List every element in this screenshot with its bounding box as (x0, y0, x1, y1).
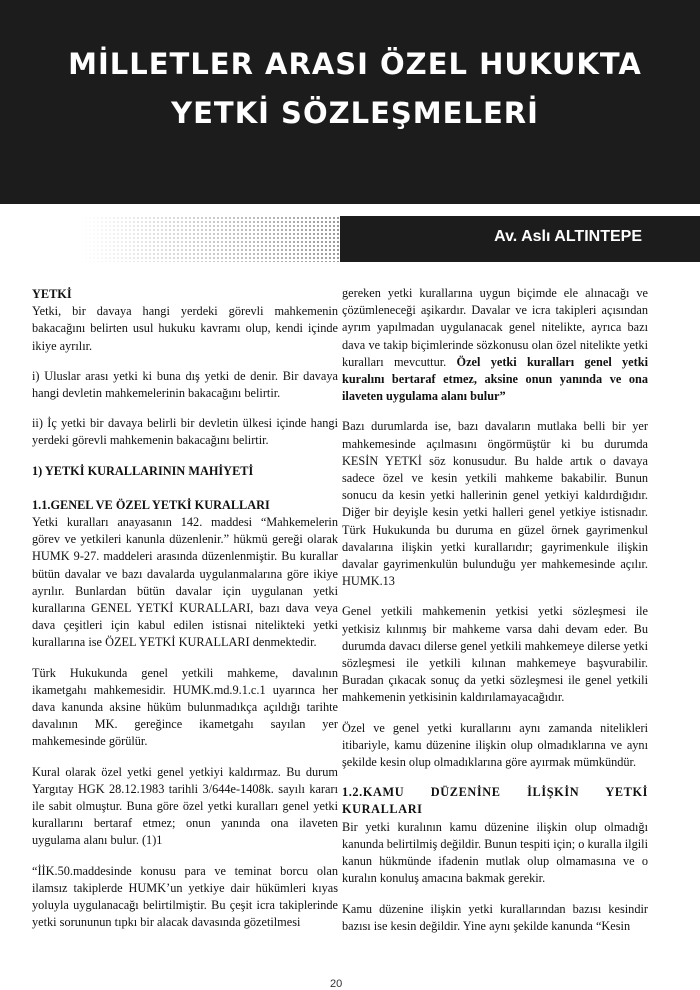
author-bar (0, 216, 700, 262)
title-banner (0, 0, 700, 204)
paragraph: ii) İç yetki bir davaya belirli bir devletin ülkesi içinde hangi yerdeki görevli mahkemenin bakacağını belirtir. (32, 416, 338, 448)
paragraph: “İİK.50.maddesinde konusu para ve teminat borcu olan ilamsız takiplerde HUMK’un yetkiye dair hükümleri kıyas yoluyla uygulanacağı belirtilmiştir. Bu çeşit icra takiplerinde yetki sorununun tıpkı bir alacak davasında gözetilmesi (32, 863, 338, 930)
paragraph: Yetki kuralları anayasanın 142. maddesi “Mahkemelerin görev ve yetkileri kanunla düzenlenir.” hükmü gereği olarak HUMK 9-27. maddeleri arasında düzenlenmiştir. Bu kurallar bütün davalar ve bazı davalarda uygulanmalarına göre ikiye ayrılır. Bunlardan bütün davalar için uygulanan yetki kurallarına GENEL YETKİ KURALLARI, bazı dava veya dava çeşitleri için kabul edilen istisnai nitelikteki yetki kurallarına ise ÖZEL YETKİ KURALLARI denmektedir. (32, 515, 338, 650)
halftone-decoration (80, 216, 340, 262)
title-line-1: MİLLETLER ARASI ÖZEL HUKUKTA (68, 47, 642, 81)
paragraph: Özel ve genel yetki kurallarını aynı zamanda nitelikleri itibariyle, kamu düzenine ilişkin olup olmadıklarına ve aynı şekilde kesin olup olmadıklarına göre ayırmak mümkündür. (342, 720, 648, 770)
paragraph: Genel yetkili mahkemenin yetkisi yetki sözleşmesi ile yetkisiz kılınmış bir mahkeme varsa dahi devam eder. Bu durumda davacı dilerse genel yetkili mahkemeye dilerse yetki sözleşmesi ile yetkili kılınan mahkemeye başvurabilir. Buradan çıkacak sonuç da yetki sözleşmesi ile genel yetkili mahkemenin yetkisinin kaldırılamayacağıdır. (342, 604, 648, 705)
heading-yetki: YETKİ (32, 287, 72, 301)
title-line-2: YETKİ SÖZLEŞMELERİ (171, 96, 539, 130)
page-number: 20 (330, 978, 343, 990)
subsection-heading: 1.1.GENEL VE ÖZEL YETKİ KURALLARI (32, 497, 270, 512)
section-heading: 1) YETKİ KURALLARININ MAHİYETİ (32, 463, 254, 478)
paragraph: Kamu düzenine ilişkin yetki kurallarından bazısı kesindir bazısı ise kesin değildir. Yine aynı şekilde kanunda “Kesin (342, 901, 648, 933)
paragraph (342, 285, 648, 405)
left-column (32, 286, 338, 945)
paragraph: Türk Hukukunda genel yetkili mahkeme, davalının ikametgahı mahkemesidir. HUMK.md.9.1.c.1 uyarınca her dava kanunda aksine hüküm bulunmadıkça açıldığı tarihte davalının MK. gereğince ikametgahı sayılan yer mahkemesinde görülür. (32, 665, 338, 749)
subsection-heading: 1.2.KAMU DÜZENİNE İLİŞKİN YETKİ KURALLARI (342, 785, 648, 817)
right-column (342, 285, 648, 948)
paragraph-text: gereken yetki kurallarına uygun biçimde ele alınacağı ve çözümleneceği aşikardır. Davalar ve icra takipleri açısından ayrım yapılmadan uygulanacak genel nitelikte, ayrıca bazı dava ve takip biçimlerinde sözkonusu olan özel nitelikte yetki kuralları mevcuttur. (342, 286, 648, 369)
page-title (28, 40, 682, 138)
paragraph: Kural olarak özel yetki genel yetkiyi kaldırmaz. Bu durum Yargıtay HGK 28.12.1983 tarihli 3/644e-1408k. sayılı kararı ile sabit olmuştur. Buna göre özel yetki kuralları genel yetki kurallarını bertaraf etmez; onun yanında ona ilaveten uygulama alanı bulur. (1)1 (32, 764, 338, 848)
paragraph: i) Uluslar arası yetki ki buna dış yetki de denir. Bir davaya hangi devletin mahkemelerinin bakacağını belirtir. (32, 368, 338, 401)
author-name: Av. Aslı ALTINTEPE (494, 228, 642, 245)
paragraph: Bazı durumlarda ise, bazı davaların mutlaka belli bir yer mahkemesinde açılmasını öngörmüştür ki bu durumda KESİN YETKİ söz konusudur. Bu halde artık o davaya sadece özel ve kesin yetkili mahkeme bakabilir. Bunun sonucu da kesin yetki hallerinin genel yetkiyi kaldırdığıdır. Diğer bir deyişle kesin yetki halleri genel yetkiye istisnadır. Türk Hukukunda bu duruma en güzel örnek gayrimenkul davalarına ilişkin yetki kurallarıdır; gayrimenkule ilişkin davalar gayrimenkulün bulunduğu yer mahkemesinde açılır. HUMK.13 (342, 419, 648, 589)
paragraph: Bir yetki kuralının kamu düzenine ilişkin olup olmadığı kanunda belirtilmiş değildir. Bunun tespiti için; o kuralla ilgili kanun hükmünde ifadenin mutlak olup olmamasına ve o kuralın konuluş amacına bakmak gerekir. (342, 819, 648, 886)
paragraph: Yetki, bir davaya hangi yerdeki görevli mahkemenin bakacağını belirten usul hukuku kavramı olup, kendi içinde ikiye ayrılır. (32, 304, 338, 353)
emphasis-text: Özel yetki kuralları genel yetki kuralını bertaraf etmez, aksine onun yanında ve ona ilaveten uygulama alanı bulur” (342, 354, 648, 404)
